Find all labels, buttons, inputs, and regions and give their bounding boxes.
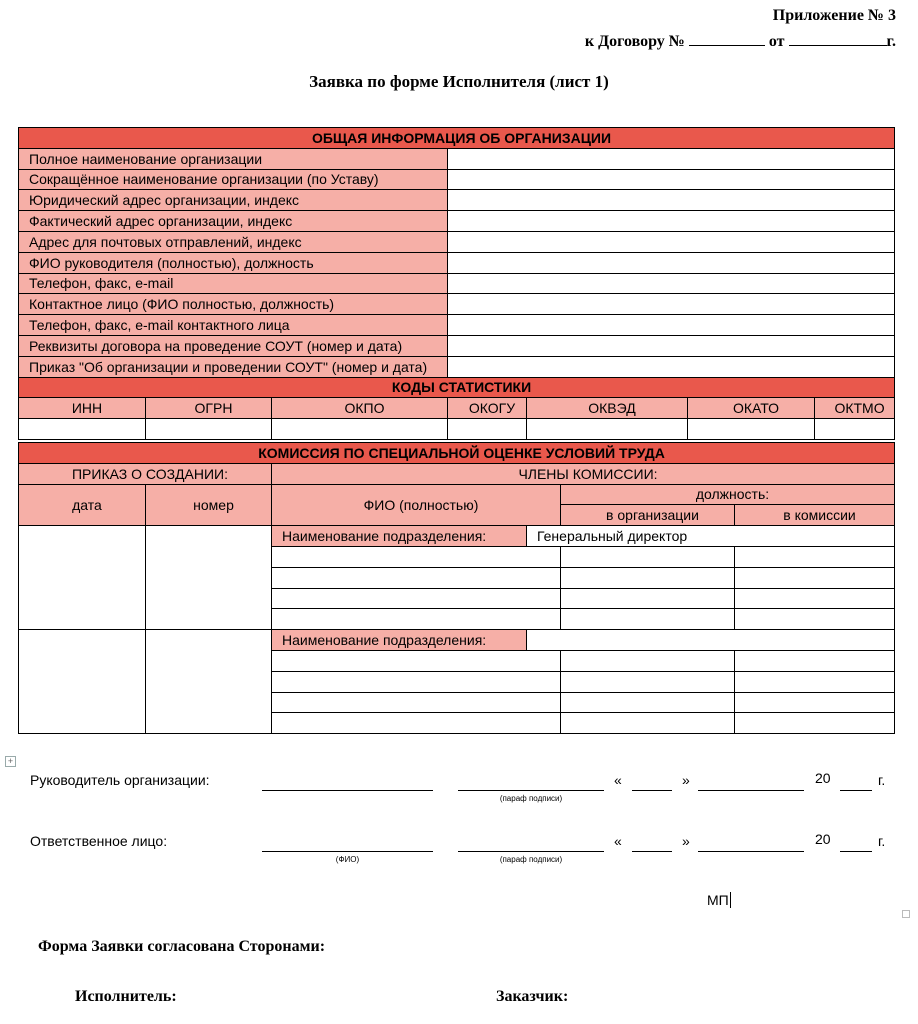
general-row-input[interactable] <box>448 252 895 273</box>
table-move-handle-icon[interactable]: + <box>5 756 16 767</box>
page-anchor-icon <box>902 910 910 918</box>
contract-reference <box>585 31 896 51</box>
general-row-input[interactable] <box>448 356 895 377</box>
general-row-label: Телефон, факс, e-mail контактного лица <box>19 315 448 336</box>
year-suffix: г. <box>878 772 886 788</box>
member-fio-input[interactable] <box>272 650 561 671</box>
member-fio-input[interactable] <box>272 588 561 609</box>
members-header: ЧЛЕНЫ КОМИССИИ: <box>272 463 895 484</box>
general-row-label: Сокращённое наименование организации (по Уставу) <box>19 169 448 190</box>
quote-close: » <box>682 772 690 788</box>
code-input-okogu[interactable] <box>448 419 527 440</box>
head-signature-line[interactable] <box>458 790 604 791</box>
general-row-input[interactable] <box>448 335 895 356</box>
head-day-line[interactable] <box>632 790 672 791</box>
responsible-year-line[interactable] <box>840 851 872 852</box>
responsible-signature-line[interactable] <box>458 851 604 852</box>
member-comm-position-input[interactable] <box>735 567 895 588</box>
member-org-position-input[interactable] <box>561 671 735 692</box>
member-org-position-input[interactable] <box>561 650 735 671</box>
member-org-position-input[interactable] <box>561 692 735 713</box>
member-org-position-input[interactable] <box>561 713 735 734</box>
code-input-okved[interactable] <box>527 419 688 440</box>
order-date-input[interactable] <box>19 630 146 734</box>
general-row-label: Контактное лицо (ФИО полностью, должность) <box>19 294 448 315</box>
code-input-okato[interactable] <box>688 419 815 440</box>
col-fio: ФИО (полностью) <box>272 484 561 526</box>
member-fio-input[interactable] <box>272 671 561 692</box>
col-date: дата <box>19 484 146 526</box>
year-suffix: г. <box>878 833 886 849</box>
col-position: должность: <box>561 484 895 505</box>
order-date-input[interactable] <box>19 526 146 630</box>
member-comm-position-input[interactable] <box>735 650 895 671</box>
head-signature-caption: (параф подписи) <box>499 794 563 803</box>
member-comm-position-input[interactable] <box>735 588 895 609</box>
quote-open: « <box>614 772 622 788</box>
order-number-input[interactable] <box>146 526 272 630</box>
order-number-input[interactable] <box>146 630 272 734</box>
dept-name-value[interactable]: Генеральный директор <box>527 526 895 547</box>
general-row-input[interactable] <box>448 315 895 336</box>
head-fio-line[interactable] <box>262 790 433 791</box>
member-org-position-input[interactable] <box>561 567 735 588</box>
code-header-okved: ОКВЭД <box>527 398 688 419</box>
executor-label: Исполнитель: <box>75 988 177 1005</box>
contract-number-blank[interactable] <box>689 31 765 46</box>
code-input-okpo[interactable] <box>272 419 448 440</box>
quote-open: « <box>614 833 622 849</box>
general-row-input[interactable] <box>448 190 895 211</box>
member-fio-input[interactable] <box>272 546 561 567</box>
contract-from: от <box>768 33 785 50</box>
general-row-label: Полное наименование организации <box>19 148 448 169</box>
code-header-ogrn: ОГРН <box>146 398 272 419</box>
agreed-heading: Форма Заявки согласована Сторонами: <box>38 938 326 955</box>
dept-name-value[interactable] <box>527 630 895 651</box>
general-info-heading: ОБЩАЯ ИНФОРМАЦИЯ ОБ ОРГАНИЗАЦИИ <box>19 128 895 149</box>
code-header-okpo: ОКПО <box>272 398 448 419</box>
member-comm-position-input[interactable] <box>735 609 895 630</box>
head-month-line[interactable] <box>698 790 804 791</box>
member-fio-input[interactable] <box>272 692 561 713</box>
general-row-input[interactable] <box>448 169 895 190</box>
general-row-input[interactable] <box>448 231 895 252</box>
general-row-label: Приказ "Об организации и проведении СОУТ" (номер и дата) <box>19 356 448 377</box>
col-number: номер <box>146 484 272 526</box>
general-row-label: ФИО руководителя (полностью), должность <box>19 252 448 273</box>
member-comm-position-input[interactable] <box>735 713 895 734</box>
stat-codes-heading: КОДЫ СТАТИСТИКИ <box>19 377 895 398</box>
head-label: Руководитель организации: <box>30 772 210 788</box>
code-input-oktmo[interactable] <box>815 419 895 440</box>
quote-close: » <box>682 833 690 849</box>
general-row-label: Юридический адрес организации, индекс <box>19 190 448 211</box>
responsible-month-line[interactable] <box>698 851 804 852</box>
member-comm-position-input[interactable] <box>735 692 895 713</box>
order-header: ПРИКАЗ О СОЗДАНИИ: <box>19 463 272 484</box>
contract-suffix: г. <box>886 33 896 50</box>
code-input-ogrn[interactable] <box>146 419 272 440</box>
code-header-okato: ОКАТО <box>688 398 815 419</box>
col-in-comm: в комиссии <box>735 505 895 526</box>
contract-date-blank[interactable] <box>789 31 887 46</box>
general-row-label: Телефон, факс, e-mail <box>19 273 448 294</box>
general-row-input[interactable] <box>448 273 895 294</box>
member-fio-input[interactable] <box>272 713 561 734</box>
commission-heading: КОМИССИЯ ПО СПЕЦИАЛЬНОЙ ОЦЕНКЕ УСЛОВИЙ ТРУДА <box>19 442 895 463</box>
customer-label: Заказчик: <box>496 988 569 1005</box>
stamp-mark: МП <box>707 892 729 908</box>
contract-prefix: к Договору № <box>584 33 685 50</box>
responsible-fio-line[interactable] <box>262 851 433 852</box>
responsible-signature-caption: (параф подписи) <box>499 855 563 864</box>
member-comm-position-input[interactable] <box>735 546 895 567</box>
general-row-label: Реквизиты договора на проведение СОУТ (номер и дата) <box>19 335 448 356</box>
general-row-input[interactable] <box>448 211 895 232</box>
head-year-line[interactable] <box>840 790 872 791</box>
code-input-inn[interactable] <box>19 419 146 440</box>
year-prefix: 20 <box>815 770 831 786</box>
general-row-label: Адрес для почтовых отправлений, индекс <box>19 231 448 252</box>
dept-label: Наименование подразделения: <box>272 526 527 547</box>
member-fio-input[interactable] <box>272 567 561 588</box>
member-org-position-input[interactable] <box>561 588 735 609</box>
member-fio-input[interactable] <box>272 609 561 630</box>
general-row-input[interactable] <box>448 294 895 315</box>
col-in-org: в организации <box>561 505 735 526</box>
responsible-day-line[interactable] <box>632 851 672 852</box>
application-form-table <box>18 127 895 734</box>
code-header-inn: ИНН <box>19 398 146 419</box>
general-row-label: Фактический адрес организации, индекс <box>19 211 448 232</box>
general-row-input[interactable] <box>448 148 895 169</box>
code-header-oktmo: ОКТМО <box>815 398 895 419</box>
dept-label: Наименование подразделения: <box>272 630 527 651</box>
code-header-okogu: ОКОГУ <box>448 398 527 419</box>
responsible-label: Ответственное лицо: <box>30 833 168 849</box>
fio-caption: (ФИО) <box>335 855 360 864</box>
member-org-position-input[interactable] <box>561 609 735 630</box>
appendix-number: Приложение № 3 <box>772 7 896 24</box>
member-org-position-input[interactable] <box>561 546 735 567</box>
year-prefix: 20 <box>815 831 831 847</box>
page-title: Заявка по форме Исполнителя (лист 1) <box>309 72 609 91</box>
member-comm-position-input[interactable] <box>735 671 895 692</box>
